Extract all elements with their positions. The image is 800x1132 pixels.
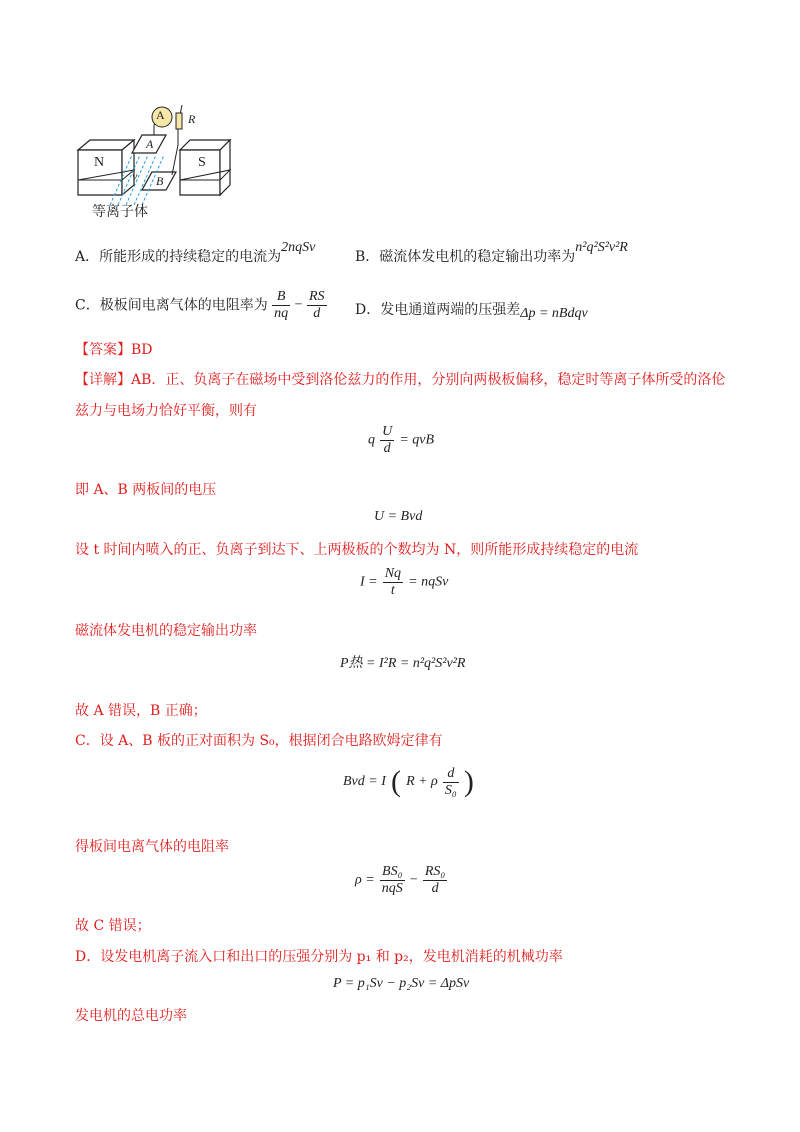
equation-4: P热 = I²R = n²q²S²v²R <box>340 656 466 671</box>
equation-3-fraction: $\frac{Nq}{t}$ <box>384 566 402 598</box>
velocity-label: v <box>132 169 138 183</box>
plasma-generator-figure <box>70 95 240 225</box>
equation-3: I = $\frac{Nq}{t}$ = nqSv <box>360 566 449 598</box>
plate-a-label: A <box>146 137 154 151</box>
south-pole-label: S <box>198 155 206 170</box>
explanation-total-power: 发电机的总电功率 <box>75 1008 187 1024</box>
equation-5-fraction: $\frac{d}{\text{S₀}}$ <box>444 765 457 798</box>
option-c <box>75 289 327 322</box>
explanation-line-1: 【详解】AB．正、负离子在磁场中受到洛伦兹力的作用，分别向两极板偏移，稳定时等离子体所受的洛伦 <box>75 372 726 388</box>
plate-b-label: B <box>156 174 164 188</box>
explanation-line-2: 兹力与电场力恰好平衡，则有 <box>75 403 257 419</box>
ammeter-label: A <box>156 108 165 122</box>
answer-label: 【答案】BD <box>75 342 153 358</box>
option-c-minus: − <box>294 297 303 313</box>
resistor-label: R <box>188 112 196 126</box>
option-c-fraction-2: $\frac{RS}{d}$ <box>308 289 325 321</box>
north-pole-label: N <box>94 155 105 170</box>
option-a-formula: 2nqSv <box>281 240 316 255</box>
option-a-text: A．所能形成的持续稳定的电流为 <box>75 249 282 265</box>
equation-6: ρ = $\frac{\text{BS₀}}{\text{nqS}}$ − $\frac{\text{RS₀}}{d}$ <box>355 864 446 896</box>
option-d-formula: Δp = nBdqv <box>520 306 588 321</box>
option-b-formula: n²q²S²v²R <box>575 240 628 255</box>
option-c-fraction-1: $\frac{B}{nq}$ <box>274 289 289 321</box>
equation-6-fraction-2: $\frac{\text{RS₀}}{d}$ <box>424 864 446 896</box>
option-b <box>355 240 628 267</box>
figure-caption: 等离子体 <box>92 204 148 220</box>
explanation-power: 磁流体发电机的稳定输出功率 <box>75 623 257 639</box>
explanation-c-conclusion: 故 C 错误； <box>75 918 151 934</box>
equation-5: Bvd = I ( R + ρ $\frac{d}{\text{S₀}}$ ) <box>343 765 474 798</box>
explanation-resistivity: 得板间电离气体的电阻率 <box>75 839 229 855</box>
equation-1: q $\frac{U}{d}$ = qvB <box>368 424 435 456</box>
explanation-d-intro: D．设发电机离子流入口和出口的压强分别为 p₁ 和 p₂，发电机消耗的机械功率 <box>75 949 563 965</box>
option-d-text: D．发电通道两端的压强差 <box>355 302 521 318</box>
explanation-c-intro: C．设 A、B 板的正对面积为 S₀，根据闭合电路欧姆定律有 <box>75 733 443 749</box>
equation-6-fraction-1: $\frac{\text{BS₀}}{\text{nqS}}$ <box>381 864 403 896</box>
option-a <box>75 240 316 267</box>
equation-2: U = Bvd <box>374 509 423 524</box>
explanation-ab-conclusion: 故 A 错误，B 正确； <box>75 703 207 719</box>
equation-1-fraction: $\frac{U}{d}$ <box>382 424 393 456</box>
explanation-current: 设 t 时间内喷入的正、负离子到达下、上两极板的个数均为 N，则所能形成持续稳定的电流 <box>75 542 639 558</box>
option-c-text: C．极板间电离气体的电阻率为 <box>75 297 268 314</box>
equation-7: P = p₁Sv − p₂Sv = ΔpSv <box>333 976 470 991</box>
option-b-text: B．磁流体发电机的稳定输出功率为 <box>355 249 576 265</box>
explanation-voltage: 即 A、B 两板间的电压 <box>75 482 217 498</box>
option-d <box>355 301 588 320</box>
